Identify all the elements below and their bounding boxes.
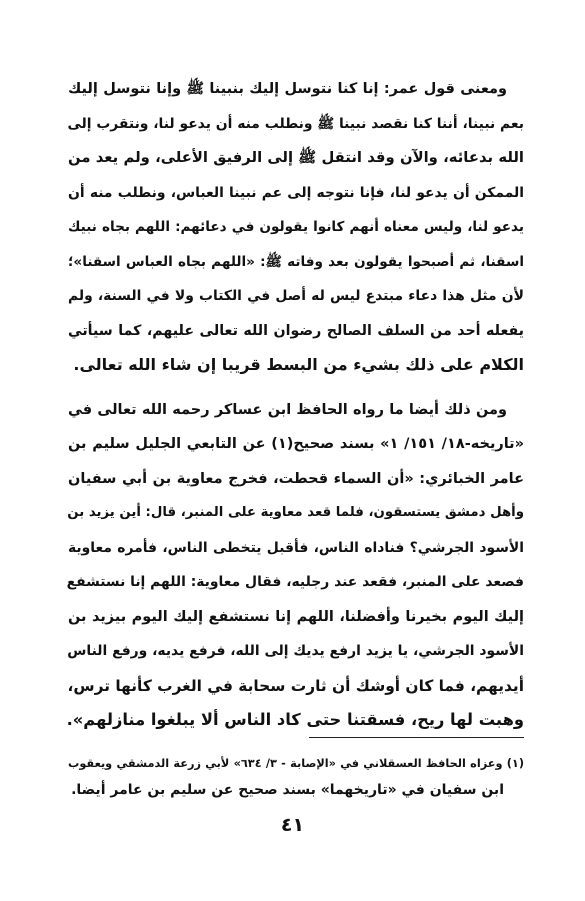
text-line: ومن ذلك أيضا ما رواه الحافظ ابن عساكر رحمه الله تعالى في (68, 401, 507, 418)
text-line: ومعنى قول عمر: إنا كنا نتوسل إليك بنبينا ﷺ وإنا نتوسل إليك (68, 81, 507, 97)
footnote-line: (١) وعزاه الحافظ العسقلاني في «الإصابة - ٣/ ٦٣٤» لأبي زرعة الدمشقي ويعقوب (68, 757, 524, 770)
text-line: أيديهم، فما كان أوشك أن ثارت سحابة في الغرب كأنها ترس، (67, 676, 524, 695)
text-line: فصعد على المنبر، فقعد عند رجليه، فقال معاوية: اللهم إنا نستشفع (66, 574, 524, 590)
text-line: بعم نبينا، أننا كنا نقصد نبينا ﷺ ونطلب منه أن يدعو لنا، ونتقرب إلى (67, 115, 524, 132)
text-line: الأسود الجرشي، يا يزيد ارفع يديك إلى الله، فرفع يديه، ورفع الناس (67, 643, 524, 659)
main-text (68, 72, 524, 738)
text-line: إليك اليوم بخيرنا وأفضلنا، اللهم إنا نستشفع إليك اليوم بيزيد بن (68, 608, 524, 625)
text-line: الممكن أن يدعو لنا، فإنا نتوجه إلى عم نبينا العباس، ونطلب منه أن (68, 184, 524, 201)
text-line: يفعله أحد من السلف الصالح رضوان الله تعالى عليهم، كما سيأتي (68, 322, 524, 339)
footnote-separator (309, 737, 524, 738)
text-line: وأهل دمشق يستسقون، فلما قعد معاوية على المنبر، قال: أين يزيد بن (67, 505, 524, 520)
paragraph-2 (68, 393, 524, 738)
text-line: لأن مثل هذا دعاء مبتدع ليس له أصل في الكتاب ولا في السنة، ولم (68, 288, 524, 304)
footnote-line: ابن سفيان في «تاريخهما» بسند صحيح عن سليم بن عامر أيضا. (71, 782, 504, 798)
text-line: يدعو لنا، وليس معناه أنهم كانوا يقولون في دعائهم: اللهم بجاه نبيك (68, 219, 524, 235)
text-line: عامر الخبائري: «أن السماء قحطت، فخرج معاوية بن أبي سفيان (68, 470, 524, 487)
text-line: الله بدعائه، والآن وقد انتقل ﷺ إلى الرفيق الأعلى، ولم يعد من (68, 149, 524, 166)
text-line: اسقنا، ثم أصبحوا يقولون بعد وفاته ﷺ: «اللهم بجاه العباس اسقنا»؛ (68, 253, 524, 270)
text-line: الكلام على ذلك بشيء من البسط قريبا إن شاء الله تعالى. (73, 355, 524, 374)
paragraph-1 (68, 72, 524, 383)
footnote (68, 751, 524, 803)
text-line: الأسود الجرشي؟ فناداه الناس، فأقبل يتخطى الناس، فأمره معاوية (68, 539, 524, 556)
text-line: وهبت لها ريح، فسقتنا حتى كاد الناس ألا يبلغوا منازلهم». (66, 710, 524, 729)
page-number: ٤١ (280, 814, 305, 836)
text-line: «تاريخه-١٨/ ١٥١/ ١» بسند صحيح(١) عن التابعي الجليل سليم بن (68, 436, 524, 452)
